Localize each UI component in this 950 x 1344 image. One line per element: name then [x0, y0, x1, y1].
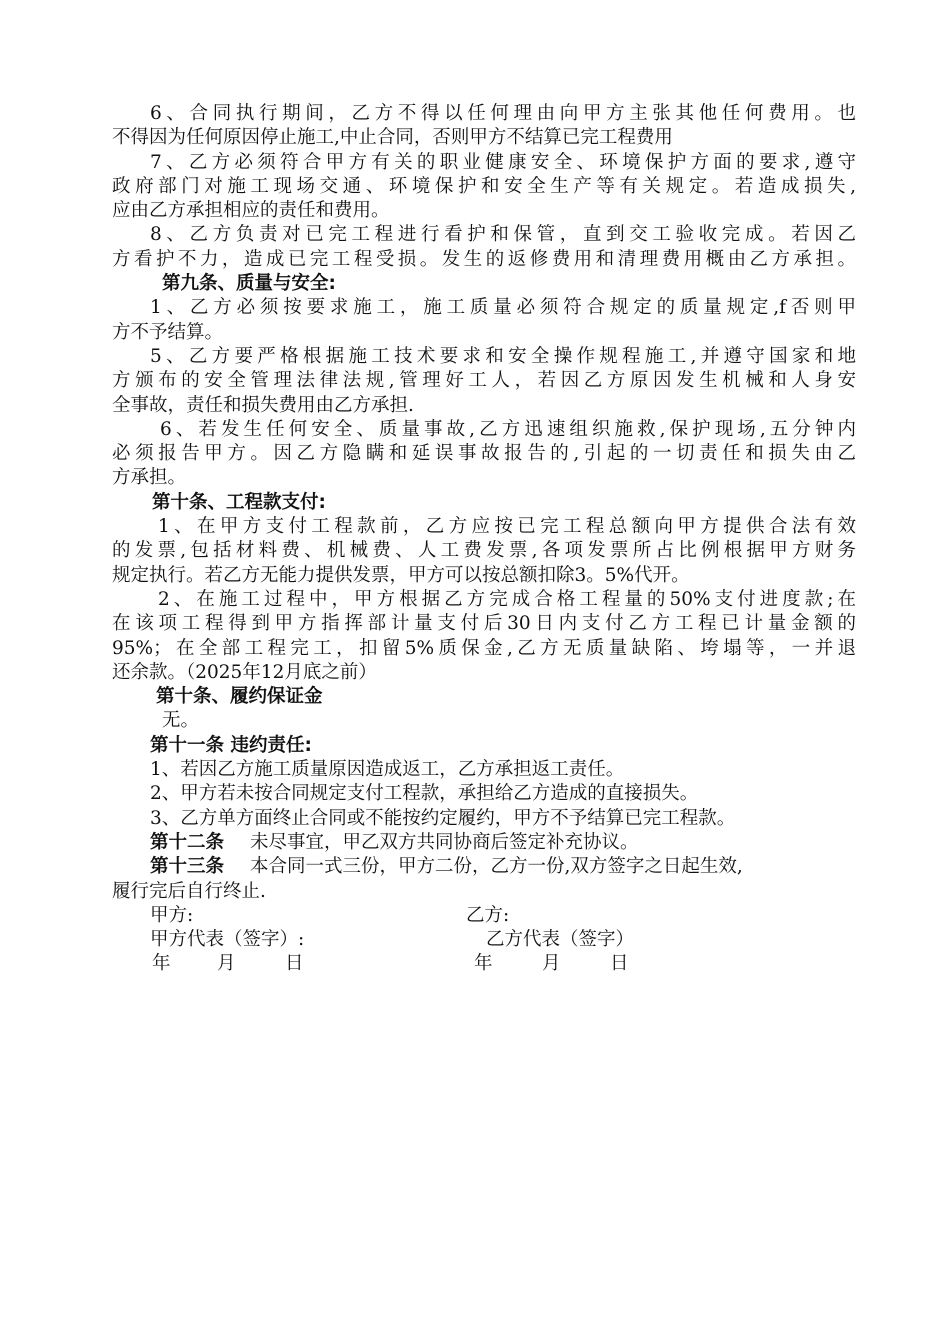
section-heading: 第十条、履约保证金 — [156, 686, 323, 708]
text-line: 8、乙方负责对已完工程进行看护和保管，直到交工验收完成。若因乙 — [150, 224, 856, 246]
text-line: 应由乙方承担相应的责任和费用。 — [112, 200, 390, 222]
contract-body — [112, 102, 856, 977]
text-line: 6、若发生任何安全、质量事故,乙方迅速组织施救,保护现场,五分钟内 — [160, 418, 856, 440]
text-line: 5、乙方要严格根据施工技术要求和安全操作规程施工,并遵守国家和地 — [150, 345, 856, 367]
signature-date-row — [112, 952, 856, 976]
section-heading: 第十一条 违约责任: — [150, 734, 312, 756]
party-b-month: 月 — [542, 953, 561, 975]
text-line: 必须报告甲方。因乙方隐瞒和延误事故报告的,引起的一切责任和损失由乙 — [112, 443, 856, 465]
text-line: 6、合同执行期间，乙方不得以任何理由向甲方主张其他任何费用。也 — [150, 103, 856, 124]
text-line: 3、乙方单方面终止合同或不能按约定履约，甲方不予结算已完工程款。 — [150, 807, 736, 829]
text-line: 方不予结算。 — [112, 321, 224, 343]
party-a-representative-label: 甲方代表（签字）: — [150, 929, 305, 951]
signature-representative-row — [112, 928, 856, 952]
party-b-label: 乙方: — [466, 904, 510, 926]
article-text: 本合同一式三份，甲方二份，乙方一份,双方签字之日起生效, — [250, 856, 743, 878]
text-line: 不得因为任何原因停止施工,中止合同，否则甲方不结算已完工程费用 — [112, 127, 673, 149]
section-heading: 第九条、质量与安全: — [162, 273, 336, 295]
signature-party-row — [112, 904, 856, 928]
party-b-representative-label: 乙方代表（签字） — [486, 929, 635, 951]
text-line: 方承担。 — [112, 467, 187, 489]
text-line: 方颁布的安全管理法律法规,管理好工人，若因乙方原因发生机械和人身安 — [112, 370, 856, 392]
article-label: 第十二条 — [150, 831, 225, 853]
party-a-label: 甲方: — [150, 904, 194, 926]
article-label: 第十三条 — [150, 856, 225, 878]
text-line: 2、甲方若未按合同规定支付工程款，承担给乙方造成的直接损失。 — [150, 783, 699, 805]
text-line: 政府部门对施工现场交通、环境保护和安全生产等有关规定。若造成损失, — [112, 175, 856, 197]
text-line: 的发票,包括材料费、机械费、人工费发票,各项发票所占比例根据甲方财务 — [112, 540, 856, 562]
text-line: 全事故，责任和损失费用由乙方承担. — [112, 394, 414, 416]
party-a-year: 年 — [152, 953, 171, 975]
text-line: 在该项工程得到甲方指挥部计量支付后30日内支付乙方工程已计量金额的 — [112, 613, 856, 635]
text-line: 规定执行。若乙方无能力提供发票，甲方可以按总额扣除3。5%代开。 — [112, 564, 690, 586]
text-line: 还余款。（2025年12月底之前） — [112, 661, 377, 683]
text-line — [112, 831, 856, 855]
text-line: 履行完后自行终止. — [112, 880, 266, 902]
text-line: 7、乙方必须符合甲方有关的职业健康安全、环境保护方面的要求,遵守 — [150, 151, 856, 173]
article-text: 未尽事宜，甲乙双方共同协商后签定补充协议。 — [250, 831, 639, 853]
text-line: 1、乙方必须按要求施工，施工质量必须符合规定的质量规定,f否则甲 — [150, 297, 856, 319]
party-a-month: 月 — [217, 953, 236, 975]
section-heading: 第十条、工程款支付: — [152, 491, 326, 513]
text-line: 无。 — [162, 710, 200, 732]
text-line: 方看护不力，造成已完工程受损。发生的返修费用和清理费用概由乙方承担。 — [112, 248, 856, 270]
party-b-day: 日 — [610, 953, 629, 975]
party-b-year: 年 — [474, 953, 493, 975]
party-a-day: 日 — [285, 953, 304, 975]
text-line: 2、在施工过程中，甲方根据乙方完成合格工程量的50%支付进度款;在 — [158, 588, 856, 610]
text-line: 1、在甲方支付工程款前，乙方应按已完工程总额向甲方提供合法有效 — [158, 516, 856, 538]
text-line: 1、若因乙方施工质量原因造成返工，乙方承担返工责任。 — [150, 759, 625, 781]
text-line — [112, 855, 856, 879]
text-line: 95%；在全部工程完工，扣留5%质保金,乙方无质量缺陷、垮塌等，一并退 — [112, 637, 856, 659]
